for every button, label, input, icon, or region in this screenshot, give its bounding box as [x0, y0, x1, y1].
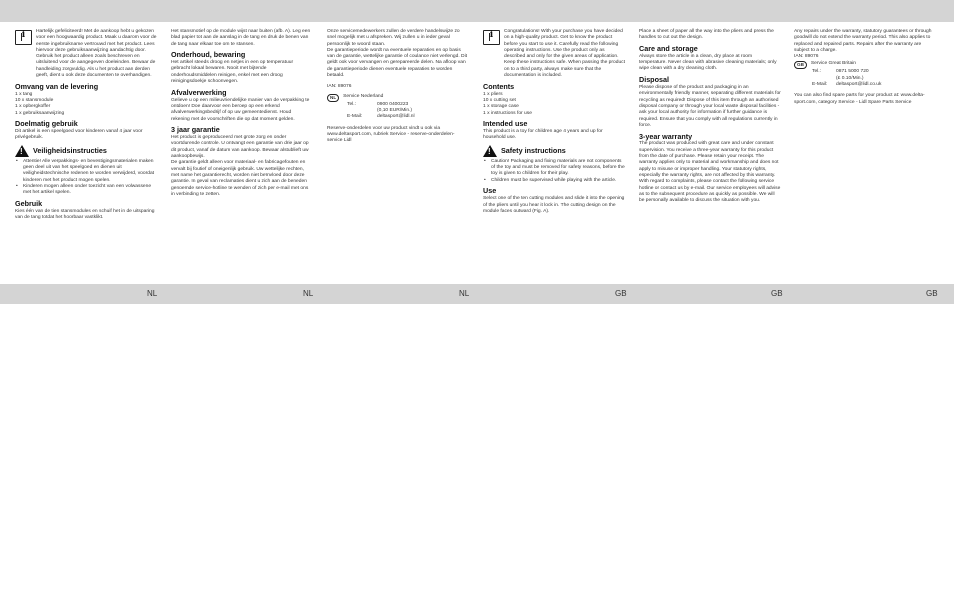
- ian-number: IAN: 89076: [327, 84, 352, 90]
- contents-item: 1 x storage case: [483, 104, 519, 110]
- heading-use: Use: [483, 186, 497, 196]
- tel-label: Tel.:: [347, 101, 356, 107]
- email-label: E-Mail:: [812, 82, 828, 88]
- heading-intended-use: Intended use: [483, 119, 528, 129]
- service-name: Service Nederland: [343, 93, 384, 99]
- page-language-label: GB: [771, 289, 783, 298]
- safety-heading-row: [15, 145, 157, 157]
- email-value: deltasport@lidl.nl: [377, 114, 415, 120]
- list-item: • Caution! Packaging and fixing materials are not components of the toy and must be removed for safety reasons, before the toy is given to children for their play.: [483, 159, 626, 178]
- waste-text: Gelieve u op een milieuvriendelijke manier van de verpakking te ontdoen! Doe daarvoor een beroep op een erkend afvalverwerkingsbedrijf of op uw gemeentedienst. Houd rekening met de voorschriften die op dat moment gelden.: [171, 97, 310, 122]
- ian-number: IAN: 89076: [794, 54, 819, 60]
- service-contact: [794, 69, 937, 88]
- heading-warranty: 3-year warranty: [639, 131, 693, 141]
- list-item: • Children must be supervised while playing with the article.: [483, 178, 626, 184]
- column-nl-3: [327, 29, 467, 144]
- column-gb-3: [794, 29, 937, 106]
- delivery-item: 1 x gebruiksaanwijzing: [15, 110, 65, 116]
- column-gb-2: [639, 29, 781, 204]
- warranty-text: The product was produced with great care and under constant supervision. You receive a three-year warranty for this product from the date of purchase. Please retain your receipt. The warranty applies only to material and workmanship and does not apply to misuse or improper handling. Your statutory rights, especially the warranty rights, are not affected by this warranty. With regard to complaints, please contact the following service hotline or contact us by e-mail. Our service employees will advise as to the subsequent procedure as quickly as possible. We will be personally available to discuss the situation with you.: [639, 141, 781, 204]
- delivery-item: 1 x opbergkoffer: [15, 104, 51, 110]
- service-contact: [327, 102, 467, 121]
- top-band: [0, 0, 954, 22]
- purpose-text: Dit artikel is een speelgoed voor kinderen vanaf 4 jaar voor privégebruik.: [15, 129, 143, 141]
- use-text: Select one of the ten cutting modules and slide it into the opening of the pliers until you hear it lock in. The cutting design on the module faces outward (Fig. A).: [483, 196, 625, 214]
- spare-parts-text: You can also find spare parts for your product at: www.delta-sport.com, category Service - Lidl Spare Parts Service: [794, 93, 925, 105]
- country-badge: NL: [327, 94, 339, 102]
- heading-purpose: Doelmatig gebruik: [15, 119, 78, 129]
- paragraph: Place a sheet of paper all the way into the pliers and press the handles to cut out the design.: [639, 29, 774, 41]
- page-language-label: NL: [459, 289, 470, 298]
- email-value: deltasport@lidl.co.uk: [836, 82, 882, 88]
- tel-value: 0871 5000 720: [836, 69, 869, 75]
- heading-waste: Afvalverwerking: [171, 87, 227, 97]
- intro-text: Hartelijk gefeliciteerd! Met de aankoop hebt u gekozen voor een hoogwaardig product. Maak u daarom voor de eerste ingebruikname vertrouwd met het product. Lees hiervoor deze gebruiksaanwijzing aandachtig door. Gebruik het product alleen zoals beschreven en uitsluitend voor de aangegeven doeleinden. Bewaar de handleiding zorgvuldig. Als u het product aan derden geeft, dient u ook deze documenten te overhandigen.: [36, 29, 157, 79]
- warranty-text: Het product is geproduceerd met grote zorg en onder voortdurende controle. U ontvangt een garantie van drie jaar op dit product, vanaf de datum van aankoop. Bewaar alstublieft uw aankoopbewijs.: [171, 135, 309, 160]
- page-language-label: GB: [926, 289, 938, 298]
- service-name: Service Great Britain: [810, 61, 857, 67]
- tel-note: (£ 0.10/Min.): [836, 75, 864, 81]
- heading-disposal: Disposal: [639, 75, 669, 85]
- heading-safety: Veiligheidsinstructies: [33, 146, 107, 156]
- safety-list: [15, 159, 157, 197]
- care-text: Het artikel steeds droog en netjes in een op temperatuur gebracht lokaal bewaren. Nooit met bijtende onderhoudsmiddelen reinigen, enkel met een droog reinigingsdoekje schoonvegen.: [171, 60, 294, 85]
- column-nl-2: [171, 29, 311, 198]
- contents-item: 1 x instructions for use: [483, 110, 532, 116]
- spare-parts-text: Reserve-onderdelen voor uw product vindt u ook via www.deltasport.com, rubriek Service - reserve-onderdelen-service Lidl: [327, 125, 455, 144]
- page-language-label: NL: [147, 289, 158, 298]
- delivery-item: 1 x tang: [15, 91, 33, 97]
- safety-list: [483, 159, 626, 184]
- disposal-text: Please dispose of the product and packaging in an environmentally friendly manner, separating different materials for recycling as required! Dispose of this item through an authorised disposal company or through your local waste disposal facilities - ask your local authority for information if further guidance is required. Ensure that you comply with all regulations currently in force.: [639, 85, 781, 128]
- intro-block: [15, 29, 157, 79]
- footer-band: [0, 284, 954, 304]
- paragraph: Onze servicemedewerkers zullen de verdere handelswijze zo snel mogelijk met u afspreken. Wij zullen u in ieder geval persoonlijk te woord staan.: [327, 29, 460, 47]
- warning-icon: [15, 145, 29, 157]
- tel-note: (0,10 EUR/Min.): [377, 107, 413, 113]
- heading-warranty: 3 jaar garantie: [171, 125, 220, 135]
- delivery-item: 10 x stansmodule: [15, 97, 54, 103]
- intro-block: [483, 29, 626, 79]
- intended-text: This product is a toy for children age 4 years and up for household use.: [483, 129, 603, 141]
- heading-safety: Safety instructions: [501, 146, 566, 156]
- country-badge: GB: [794, 61, 807, 69]
- heading-use: Gebruik: [15, 199, 43, 209]
- email-label: E-Mail:: [347, 114, 363, 120]
- service-row: [327, 94, 467, 102]
- heading-contents: Contents: [483, 81, 515, 91]
- tel-label: Tel.:: [812, 69, 821, 75]
- tel-value: 0900 0400223: [377, 101, 409, 107]
- warranty-text: De garantie geldt alleen voor materiaal- en fabricagefouten en vervalt bij foutief of oneigenlijk gebruik. Uw wettelijke rechten, met name het garantierecht, worden niet beïnvloed door deze garantie. In geval van reclamaties dient u zich aan de beneden genoemde service-hotline te wenden of zich per e-mail met ons in verbinding te zetten.: [171, 160, 309, 197]
- manual-info-icon: [15, 30, 32, 45]
- manual-info-icon: [483, 30, 500, 45]
- list-item: • Kinderen mogen alleen onder toezicht van een volwassene met het artikel spelen.: [15, 184, 157, 197]
- care-text: Always store the article in a clean, dry place at room temperature. Never clean with abrasive cleaning materials; only wipe clean with a dry cleaning cloth.: [639, 53, 777, 72]
- intro-text: Congratulations! With your purchase you have decided on a high-quality product. Get to know the product before you start to use it. Carefully read the following operating instructions. Use the product only as described and only for the given areas of application. Keep these instructions safe. When passing the product on to a third party, always make sure that the documentation is included.: [504, 29, 625, 79]
- list-item: • Attentie! Alle verpakkings- en bevestigingsmaterialen maken geen deel uit van het speelgoed en dienen uit veiligheidstechnische redenen te worden verwijderd, voordat kinderen met het product mogen spelen.: [15, 159, 157, 184]
- paragraph: Any repairs under the warranty, statutory guarantees or through goodwill do not extend the warranty period. This also applies to replaced and repaired parts. Repairs after the warranty are subject to a charge.: [794, 29, 932, 53]
- page-language-label: GB: [615, 289, 627, 298]
- heading-care: Onderhoud, bewaring: [171, 50, 246, 60]
- paragraph: Het stansmotief op de module wijst naar buiten (afb. A). Leg een blad papier tot aan de aanslag in de tang en druk de benen van de tang naar elkaar toe om te stansen.: [171, 29, 311, 47]
- contents-item: 1 x pliers: [483, 91, 503, 97]
- warning-icon: [483, 145, 497, 157]
- column-gb-1: [483, 29, 626, 215]
- paragraph: De garantieperiode wordt na eventuele reparaties en op basis van de garantie, wettelijke garantie of coulance niet verlengd. Dit geldt ook voor vervangen en gerepareerde delen. Na afloop van de garantieperiode dienen eventuele reparaties te worden betaald.: [327, 47, 468, 79]
- heading-delivery: Omvang van de levering: [15, 81, 99, 91]
- use-text: Kies één van de tien stansmodules en schuif het in de uitsparing van de tang totdat het hoorbaar vastklikt.: [15, 208, 155, 221]
- contents-item: 10 x cutting set: [483, 97, 516, 103]
- safety-heading-row: [483, 145, 626, 157]
- column-nl-1: [15, 29, 157, 221]
- heading-care: Care and storage: [639, 44, 698, 54]
- page-language-label: NL: [303, 289, 314, 298]
